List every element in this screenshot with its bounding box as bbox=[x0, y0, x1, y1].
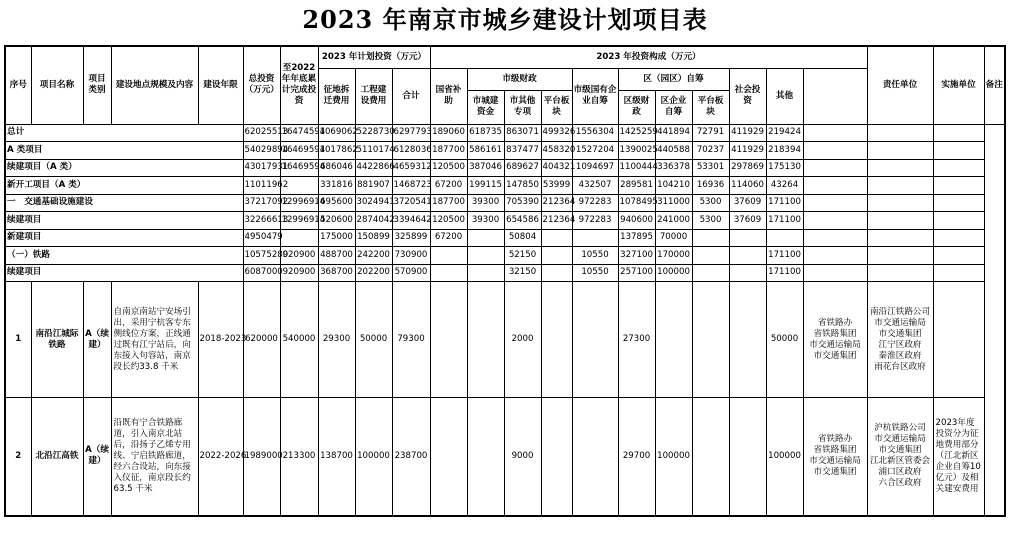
header-type: 项目类别 bbox=[83, 46, 111, 124]
row-label: 续建项目 bbox=[5, 264, 243, 282]
row-value-cuc bbox=[467, 264, 504, 282]
implementer-unit: 浦口区政府 bbox=[878, 467, 922, 478]
row-value-cpl: 212364 bbox=[541, 194, 572, 212]
empty-cell bbox=[803, 159, 867, 177]
row-value-soc: 37609 bbox=[729, 194, 766, 212]
row-value-dpl bbox=[692, 264, 729, 282]
project-description: 自南京南站宁安场引出，采用宁杭客专东侧线位方案，正线通过既有江宁站后，向东接入句容站，南京段长约33.8 千米 bbox=[111, 282, 198, 398]
row-value-land: 1069062 bbox=[318, 124, 355, 142]
row-value-nat: 120500 bbox=[430, 212, 467, 230]
implementer-unit: 市交通运输局 bbox=[874, 317, 926, 328]
row-value-build: 242200 bbox=[355, 247, 392, 265]
project-city-construction bbox=[467, 282, 504, 398]
project-other: 100000 bbox=[766, 398, 803, 516]
project-district-platform bbox=[692, 398, 729, 516]
table-row bbox=[5, 264, 1005, 282]
project-period: 2022-2026 bbox=[198, 398, 243, 516]
project-district-enterprise bbox=[655, 282, 692, 398]
implementer-unit: 六合区政府 bbox=[878, 478, 922, 489]
row-value-cpl bbox=[541, 247, 572, 265]
row-value-cuc: 387046 bbox=[467, 159, 504, 177]
row-label: A 类项目 bbox=[5, 142, 243, 160]
header-composition: 2023 年投资构成（万元） bbox=[430, 46, 867, 68]
row-label: 续建项目 bbox=[5, 212, 243, 230]
row-label: 新开工项目（A 类） bbox=[5, 177, 243, 195]
row-value-build: 3024941 bbox=[355, 194, 392, 212]
project-remarks: 2023年度投资分为征地费用部分（江北新区企业自筹10亿元）及相关建安费用 bbox=[933, 398, 984, 516]
row-value-soc: 411929 bbox=[729, 124, 766, 142]
responsible-unit: 省铁路集团 bbox=[813, 445, 857, 456]
responsible-unit: 市交通运输局 bbox=[809, 339, 861, 350]
header-social: 社会投资 bbox=[729, 68, 766, 124]
project-city-other: 2000 bbox=[504, 282, 541, 398]
project-national bbox=[430, 398, 467, 516]
project-implementer bbox=[867, 282, 933, 398]
implementer-unit: 江宁区政府 bbox=[878, 339, 922, 350]
implementer-unit: 雨花台区政府 bbox=[874, 361, 926, 372]
row-value-done: 920900 bbox=[280, 264, 318, 282]
project-social bbox=[729, 398, 766, 516]
project-type: A（续建） bbox=[83, 282, 111, 398]
project-build: 50000 bbox=[355, 282, 392, 398]
implementer-unit: 市交通集团 bbox=[878, 445, 922, 456]
row-value-soc: 411929 bbox=[729, 142, 766, 160]
header-period: 建设年限 bbox=[198, 46, 243, 124]
row-value-dfi: 940600 bbox=[618, 212, 655, 230]
empty-cell bbox=[803, 247, 867, 265]
project-city-soe bbox=[572, 398, 618, 516]
empty-cell bbox=[803, 124, 867, 142]
empty-cell bbox=[933, 264, 984, 282]
project-sum: 238700 bbox=[392, 398, 430, 516]
row-value-total: 37217092 bbox=[243, 194, 280, 212]
empty-cell bbox=[933, 124, 984, 142]
row-value-dpl bbox=[692, 247, 729, 265]
row-value-dpl: 16936 bbox=[692, 177, 729, 195]
row-value-land: 175000 bbox=[318, 229, 355, 247]
empty-cell bbox=[933, 159, 984, 177]
row-value-cot: 32150 bbox=[504, 264, 541, 282]
header-city-fiscal: 市级财政 bbox=[467, 68, 572, 90]
implementer-unit: 沪杭铁路公司 bbox=[874, 423, 926, 434]
row-value-build: 5110174 bbox=[355, 142, 392, 160]
row-value-sum: 570900 bbox=[392, 264, 430, 282]
row-value-den: 441894 bbox=[655, 124, 692, 142]
row-value-done: 16469594 bbox=[280, 159, 318, 177]
row-value-cot: 689627 bbox=[504, 159, 541, 177]
row-value-sum: 6128036 bbox=[392, 142, 430, 160]
row-value-oth: 171100 bbox=[766, 194, 803, 212]
table-row bbox=[5, 212, 1005, 230]
page-title: 2023 年南京市城乡建设计划项目表 bbox=[302, 5, 708, 34]
row-value-build: 4422866 bbox=[355, 159, 392, 177]
row-value-nat bbox=[430, 264, 467, 282]
row-value-den: 170000 bbox=[655, 247, 692, 265]
row-value-den: 311000 bbox=[655, 194, 692, 212]
row-value-soc bbox=[729, 264, 766, 282]
row-value-oth: 219424 bbox=[766, 124, 803, 142]
row-value-cpl bbox=[541, 229, 572, 247]
project-name: 南沿江城际铁路 bbox=[31, 282, 83, 398]
row-value-soc bbox=[729, 247, 766, 265]
project-district-enterprise: 100000 bbox=[655, 398, 692, 516]
empty-cell bbox=[803, 229, 867, 247]
row-value-soe: 10550 bbox=[572, 264, 618, 282]
header-seq: 序号 bbox=[5, 46, 31, 124]
row-value-den: 100000 bbox=[655, 264, 692, 282]
empty-cell bbox=[867, 142, 933, 160]
row-label: 总计 bbox=[5, 124, 243, 142]
empty-cell bbox=[867, 194, 933, 212]
empty-cell bbox=[803, 142, 867, 160]
header-plan-2023: 2023 年计划投资（万元） bbox=[318, 46, 430, 68]
row-value-soe: 10550 bbox=[572, 247, 618, 265]
row-value-den: 336378 bbox=[655, 159, 692, 177]
row-value-oth bbox=[766, 229, 803, 247]
row-label: 新建项目 bbox=[5, 229, 243, 247]
row-value-sum: 730900 bbox=[392, 247, 430, 265]
empty-cell bbox=[933, 212, 984, 230]
project-other: 50000 bbox=[766, 282, 803, 398]
project-total: 1989000 bbox=[243, 398, 280, 516]
project-implementer bbox=[867, 398, 933, 516]
row-value-soe: 432507 bbox=[572, 177, 618, 195]
row-value-dfi: 137895 bbox=[618, 229, 655, 247]
row-value-sum: 6297793 bbox=[392, 124, 430, 142]
responsible-unit: 市交通集团 bbox=[813, 467, 857, 478]
row-value-sum: 3394642 bbox=[392, 212, 430, 230]
row-value-soc: 297869 bbox=[729, 159, 766, 177]
header-city-platform: 平台板块 bbox=[541, 90, 572, 124]
row-value-total: 6087000 bbox=[243, 264, 280, 282]
project-city-soe bbox=[572, 282, 618, 398]
row-value-cot: 52150 bbox=[504, 247, 541, 265]
row-value-dfi: 327100 bbox=[618, 247, 655, 265]
row-value-soe: 1556304 bbox=[572, 124, 618, 142]
row-value-nat: 189060 bbox=[430, 124, 467, 142]
implementer-unit: 秦淮区政府 bbox=[878, 350, 922, 361]
row-value-dfi: 1425259 bbox=[618, 124, 655, 142]
row-value-nat: 67200 bbox=[430, 229, 467, 247]
header-land-cost: 征地拆迁费用 bbox=[318, 68, 355, 124]
project-remarks bbox=[933, 282, 984, 398]
row-value-land: 331816 bbox=[318, 177, 355, 195]
project-district-fiscal: 27300 bbox=[618, 282, 655, 398]
row-value-dpl bbox=[692, 229, 729, 247]
row-value-land: 1017862 bbox=[318, 142, 355, 160]
row-value-oth: 171100 bbox=[766, 247, 803, 265]
row-value-sum: 4659312 bbox=[392, 159, 430, 177]
project-responsible bbox=[803, 282, 867, 398]
row-value-cuc bbox=[467, 229, 504, 247]
row-value-den: 241000 bbox=[655, 212, 692, 230]
row-value-oth: 171100 bbox=[766, 264, 803, 282]
empty-cell bbox=[933, 194, 984, 212]
empty-cell bbox=[867, 177, 933, 195]
empty-cell bbox=[867, 229, 933, 247]
project-name: 北沿江高铁 bbox=[31, 398, 83, 516]
row-value-cuc: 39300 bbox=[467, 212, 504, 230]
row-value-dfi: 1100444 bbox=[618, 159, 655, 177]
row-value-nat: 67200 bbox=[430, 177, 467, 195]
row-value-cpl: 212364 bbox=[541, 212, 572, 230]
row-value-cuc: 586161 bbox=[467, 142, 504, 160]
empty-cell bbox=[803, 264, 867, 282]
table-row bbox=[5, 177, 1005, 195]
row-value-nat bbox=[430, 247, 467, 265]
project-build: 100000 bbox=[355, 398, 392, 516]
row-value-build: 202200 bbox=[355, 264, 392, 282]
project-national bbox=[430, 282, 467, 398]
empty-cell bbox=[803, 194, 867, 212]
row-value-soc: 114060 bbox=[729, 177, 766, 195]
row-value-cuc: 199115 bbox=[467, 177, 504, 195]
row-value-dfi: 257100 bbox=[618, 264, 655, 282]
row-value-total: 43017931 bbox=[243, 159, 280, 177]
responsible-unit: 市交通集团 bbox=[813, 350, 857, 361]
header-city-construction-fund: 市城建资金 bbox=[467, 90, 504, 124]
project-social bbox=[729, 282, 766, 398]
row-value-dpl: 72791 bbox=[692, 124, 729, 142]
row-value-done: 16469594 bbox=[280, 142, 318, 160]
project-row bbox=[5, 282, 1005, 398]
row-value-cot: 863071 bbox=[504, 124, 541, 142]
responsible-unit: 省铁路办 bbox=[817, 434, 853, 445]
row-label: 一 交通基础设施建设 bbox=[5, 194, 243, 212]
row-value-sum: 3720541 bbox=[392, 194, 430, 212]
row-value-den: 104210 bbox=[655, 177, 692, 195]
project-sum: 79300 bbox=[392, 282, 430, 398]
project-district-fiscal: 29700 bbox=[618, 398, 655, 516]
row-value-done bbox=[280, 229, 318, 247]
row-value-land: 695600 bbox=[318, 194, 355, 212]
row-value-total: 62025513 bbox=[243, 124, 280, 142]
project-seq: 2 bbox=[5, 398, 31, 516]
project-type: A（续建） bbox=[83, 398, 111, 516]
project-land: 29300 bbox=[318, 282, 355, 398]
row-value-cuc: 39300 bbox=[467, 194, 504, 212]
project-total: 620000 bbox=[243, 282, 280, 398]
row-value-soe bbox=[572, 229, 618, 247]
header-district-fiscal: 区级财政 bbox=[618, 90, 655, 124]
row-value-cot: 147850 bbox=[504, 177, 541, 195]
row-value-land: 520600 bbox=[318, 212, 355, 230]
table-row bbox=[5, 142, 1005, 160]
row-value-den: 70000 bbox=[655, 229, 692, 247]
row-value-soe: 972283 bbox=[572, 212, 618, 230]
row-value-den: 440588 bbox=[655, 142, 692, 160]
row-value-cot: 837477 bbox=[504, 142, 541, 160]
row-value-done: 12996914 bbox=[280, 194, 318, 212]
table-row bbox=[5, 159, 1005, 177]
row-value-total: 11011962 bbox=[243, 177, 280, 195]
row-value-build: 150899 bbox=[355, 229, 392, 247]
row-value-build: 881907 bbox=[355, 177, 392, 195]
row-value-oth: 43264 bbox=[766, 177, 803, 195]
table-row bbox=[5, 247, 1005, 265]
row-value-cot: 50804 bbox=[504, 229, 541, 247]
project-done: 213300 bbox=[280, 398, 318, 516]
implementer-unit: 江北新区管委会 bbox=[869, 456, 931, 467]
implementer-unit: 市交通集团 bbox=[878, 328, 922, 339]
row-value-dpl: 5300 bbox=[692, 212, 729, 230]
project-district-platform bbox=[692, 282, 729, 398]
row-value-done: 12996914 bbox=[280, 212, 318, 230]
project-period: 2018-2023 bbox=[198, 282, 243, 398]
table-row bbox=[5, 124, 1005, 142]
row-label: 续建项目（A 类） bbox=[5, 159, 243, 177]
row-value-nat: 187700 bbox=[430, 194, 467, 212]
project-city-construction bbox=[467, 398, 504, 516]
empty-cell bbox=[867, 124, 933, 142]
empty-cell bbox=[867, 212, 933, 230]
empty-cell bbox=[933, 229, 984, 247]
project-description: 沿既有宁合铁路廊道，引入南京北站后，沿扬子乙烯专用线、宁启铁路廊道，经六合设站，向东接入仪征，南京段长约63.5 千米 bbox=[111, 398, 198, 516]
project-city-platform bbox=[541, 398, 572, 516]
row-value-dfi: 1078495 bbox=[618, 194, 655, 212]
project-row bbox=[5, 398, 1005, 516]
row-value-soe: 1527204 bbox=[572, 142, 618, 160]
row-value-dpl: 53301 bbox=[692, 159, 729, 177]
header-name: 项目名称 bbox=[31, 46, 83, 124]
row-value-total: 4950479 bbox=[243, 229, 280, 247]
implementer-unit: 市交通运输局 bbox=[874, 434, 926, 445]
row-value-cpl bbox=[541, 264, 572, 282]
project-responsible bbox=[803, 398, 867, 516]
row-value-dfi: 289581 bbox=[618, 177, 655, 195]
project-city-other: 9000 bbox=[504, 398, 541, 516]
row-value-oth: 171100 bbox=[766, 212, 803, 230]
empty-cell bbox=[933, 247, 984, 265]
responsible-unit: 省铁路集团 bbox=[813, 328, 857, 339]
header-location: 建设地点规模及内容 bbox=[111, 46, 198, 124]
header-district: 区（园区）自筹 bbox=[618, 68, 729, 90]
row-value-cpl: 53999 bbox=[541, 177, 572, 195]
project-land: 138700 bbox=[318, 398, 355, 516]
row-value-soc bbox=[729, 229, 766, 247]
row-value-cuc bbox=[467, 247, 504, 265]
responsible-unit: 省铁路办 bbox=[817, 317, 853, 328]
project-done: 540000 bbox=[280, 282, 318, 398]
row-value-cot: 654586 bbox=[504, 212, 541, 230]
header-responsible: 责任单位 bbox=[867, 46, 933, 124]
header-remarks: 备注 bbox=[984, 46, 1005, 124]
header-completed-2022: 至2022年年底累计完成投资 bbox=[280, 46, 318, 124]
empty-cell bbox=[867, 264, 933, 282]
row-value-soc: 37609 bbox=[729, 212, 766, 230]
header-city-soe: 市级国有企业自筹 bbox=[572, 68, 618, 124]
empty-cell bbox=[867, 247, 933, 265]
table-row bbox=[5, 229, 1005, 247]
row-label: （一）铁路 bbox=[5, 247, 243, 265]
empty-cell bbox=[933, 142, 984, 160]
empty-cell bbox=[867, 159, 933, 177]
row-value-sum: 1468723 bbox=[392, 177, 430, 195]
row-value-dfi: 1390025 bbox=[618, 142, 655, 160]
row-value-land: 488700 bbox=[318, 247, 355, 265]
header-district-platform: 平台板块 bbox=[692, 90, 729, 124]
header-construction-cost: 工程建设费用 bbox=[355, 68, 392, 124]
row-value-nat: 187700 bbox=[430, 142, 467, 160]
row-value-soe: 1094697 bbox=[572, 159, 618, 177]
header-city-other-fund: 市其他专项 bbox=[504, 90, 541, 124]
row-value-cot: 705390 bbox=[504, 194, 541, 212]
empty-cell bbox=[803, 212, 867, 230]
row-value-oth: 175130 bbox=[766, 159, 803, 177]
row-value-total: 54029894 bbox=[243, 142, 280, 160]
row-value-cuc: 618735 bbox=[467, 124, 504, 142]
row-value-total: 10575280 bbox=[243, 247, 280, 265]
row-value-sum: 325899 bbox=[392, 229, 430, 247]
row-value-dpl: 5300 bbox=[692, 194, 729, 212]
row-value-dpl: 70237 bbox=[692, 142, 729, 160]
project-seq: 1 bbox=[5, 282, 31, 398]
empty-cell bbox=[933, 177, 984, 195]
row-value-cpl: 458320 bbox=[541, 142, 572, 160]
table-row bbox=[5, 194, 1005, 212]
row-value-land: 368700 bbox=[318, 264, 355, 282]
header-total-investment: 总投资（万元） bbox=[243, 46, 280, 124]
row-value-cpl: 499326 bbox=[541, 124, 572, 142]
row-value-soe: 972283 bbox=[572, 194, 618, 212]
implementer-unit: 南沿江铁路公司 bbox=[869, 306, 931, 317]
project-city-platform bbox=[541, 282, 572, 398]
row-value-oth: 218394 bbox=[766, 142, 803, 160]
row-value-build: 5228730 bbox=[355, 124, 392, 142]
empty-cell bbox=[803, 177, 867, 195]
responsible-unit: 市交通运输局 bbox=[809, 456, 861, 467]
header-district-enterprise: 区企业自筹 bbox=[655, 90, 692, 124]
row-value-cpl: 404321 bbox=[541, 159, 572, 177]
row-value-done: 16474594 bbox=[280, 124, 318, 142]
row-value-total: 32266613 bbox=[243, 212, 280, 230]
header-other: 其他 bbox=[766, 68, 803, 124]
header-implementer: 实施单位 bbox=[933, 46, 984, 124]
row-value-build: 2874042 bbox=[355, 212, 392, 230]
header-national: 国省补助 bbox=[430, 68, 467, 124]
project-table bbox=[4, 45, 1006, 517]
row-value-done: 920900 bbox=[280, 247, 318, 265]
row-value-nat: 120500 bbox=[430, 159, 467, 177]
header-subtotal: 合计 bbox=[392, 68, 430, 124]
row-value-land: 686046 bbox=[318, 159, 355, 177]
